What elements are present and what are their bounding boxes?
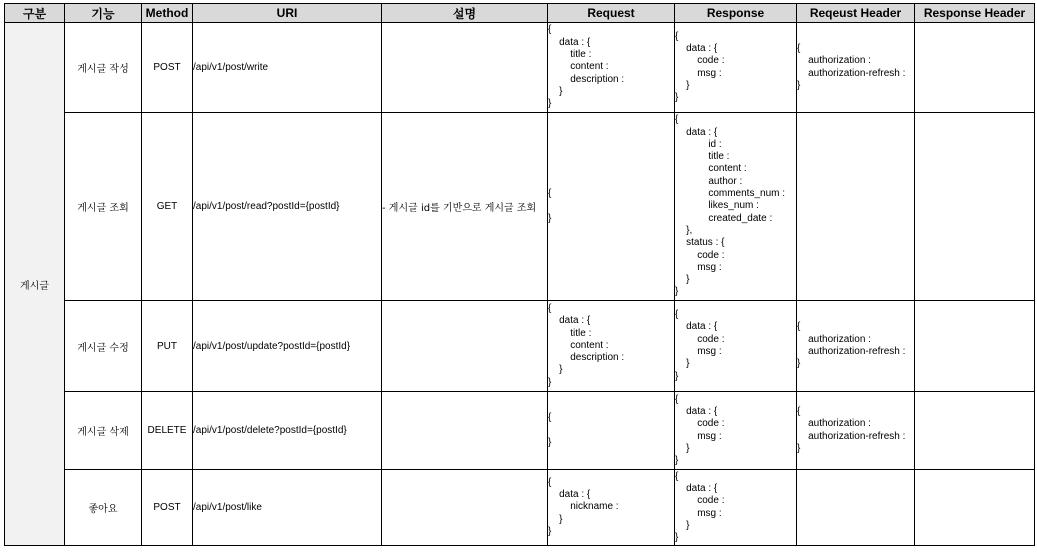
header-method: Method [142,4,193,23]
header-response-header: Response Header [915,4,1035,23]
method-cell: GET [142,113,193,301]
response-cell: { data : { code : msg : } } [675,392,797,470]
request-header-cell: { authorization : authorization-refresh : } [797,301,915,392]
method-cell: PUT [142,301,193,392]
request-header-cell: { authorization : authorization-refresh : } [797,23,915,113]
table-row [5,470,1035,546]
response-header-cell [915,392,1035,470]
request-cell: { } [548,392,675,470]
uri-cell: /api/v1/post/like [193,470,382,546]
response-cell: { data : { id : title : content : author : comments_num : likes_num : created_date : }, status : { code : msg : } } [675,113,797,301]
header-request: Request [548,4,675,23]
header-response: Response [675,4,797,23]
header-function: 기능 [65,4,142,23]
header-row [5,4,1035,23]
response-header-cell [915,301,1035,392]
request-header-cell [797,113,915,301]
request-cell: { data : { title : content : description : } } [548,301,675,392]
table-row [5,301,1035,392]
uri-cell: /api/v1/post/delete?postId={postId} [193,392,382,470]
description-cell [382,470,548,546]
function-cell: 게시글 작성 [65,23,142,113]
response-header-cell [915,113,1035,301]
method-cell: POST [142,23,193,113]
header-category: 구분 [5,4,65,23]
header-request-header: Reqeust Header [797,4,915,23]
description-cell [382,301,548,392]
method-cell: DELETE [142,392,193,470]
request-cell: { } [548,113,675,301]
response-header-cell [915,23,1035,113]
request-header-cell: { authorization : authorization-refresh : } [797,392,915,470]
request-cell: { data : { title : content : description : } } [548,23,675,113]
api-spec-table [4,3,1035,546]
response-cell: { data : { code : msg : } } [675,301,797,392]
description-cell: - 게시글 id를 기반으로 게시글 조회 [382,113,548,301]
function-cell: 게시글 삭제 [65,392,142,470]
table-row [5,113,1035,301]
response-header-cell [915,470,1035,546]
description-cell [382,392,548,470]
response-cell: { data : { code : msg : } } [675,23,797,113]
function-cell: 좋아요 [65,470,142,546]
request-cell: { data : { nickname : } } [548,470,675,546]
table-row [5,23,1035,113]
description-cell [382,23,548,113]
uri-cell: /api/v1/post/update?postId={postId} [193,301,382,392]
category-cell: 게시글 [5,23,65,546]
table-row [5,392,1035,470]
function-cell: 게시글 수정 [65,301,142,392]
uri-cell: /api/v1/post/read?postId={postId} [193,113,382,301]
response-cell: { data : { code : msg : } } [675,470,797,546]
request-header-cell [797,470,915,546]
header-uri: URI [193,4,382,23]
method-cell: POST [142,470,193,546]
function-cell: 게시글 조회 [65,113,142,301]
uri-cell: /api/v1/post/write [193,23,382,113]
header-description: 설명 [382,4,548,23]
